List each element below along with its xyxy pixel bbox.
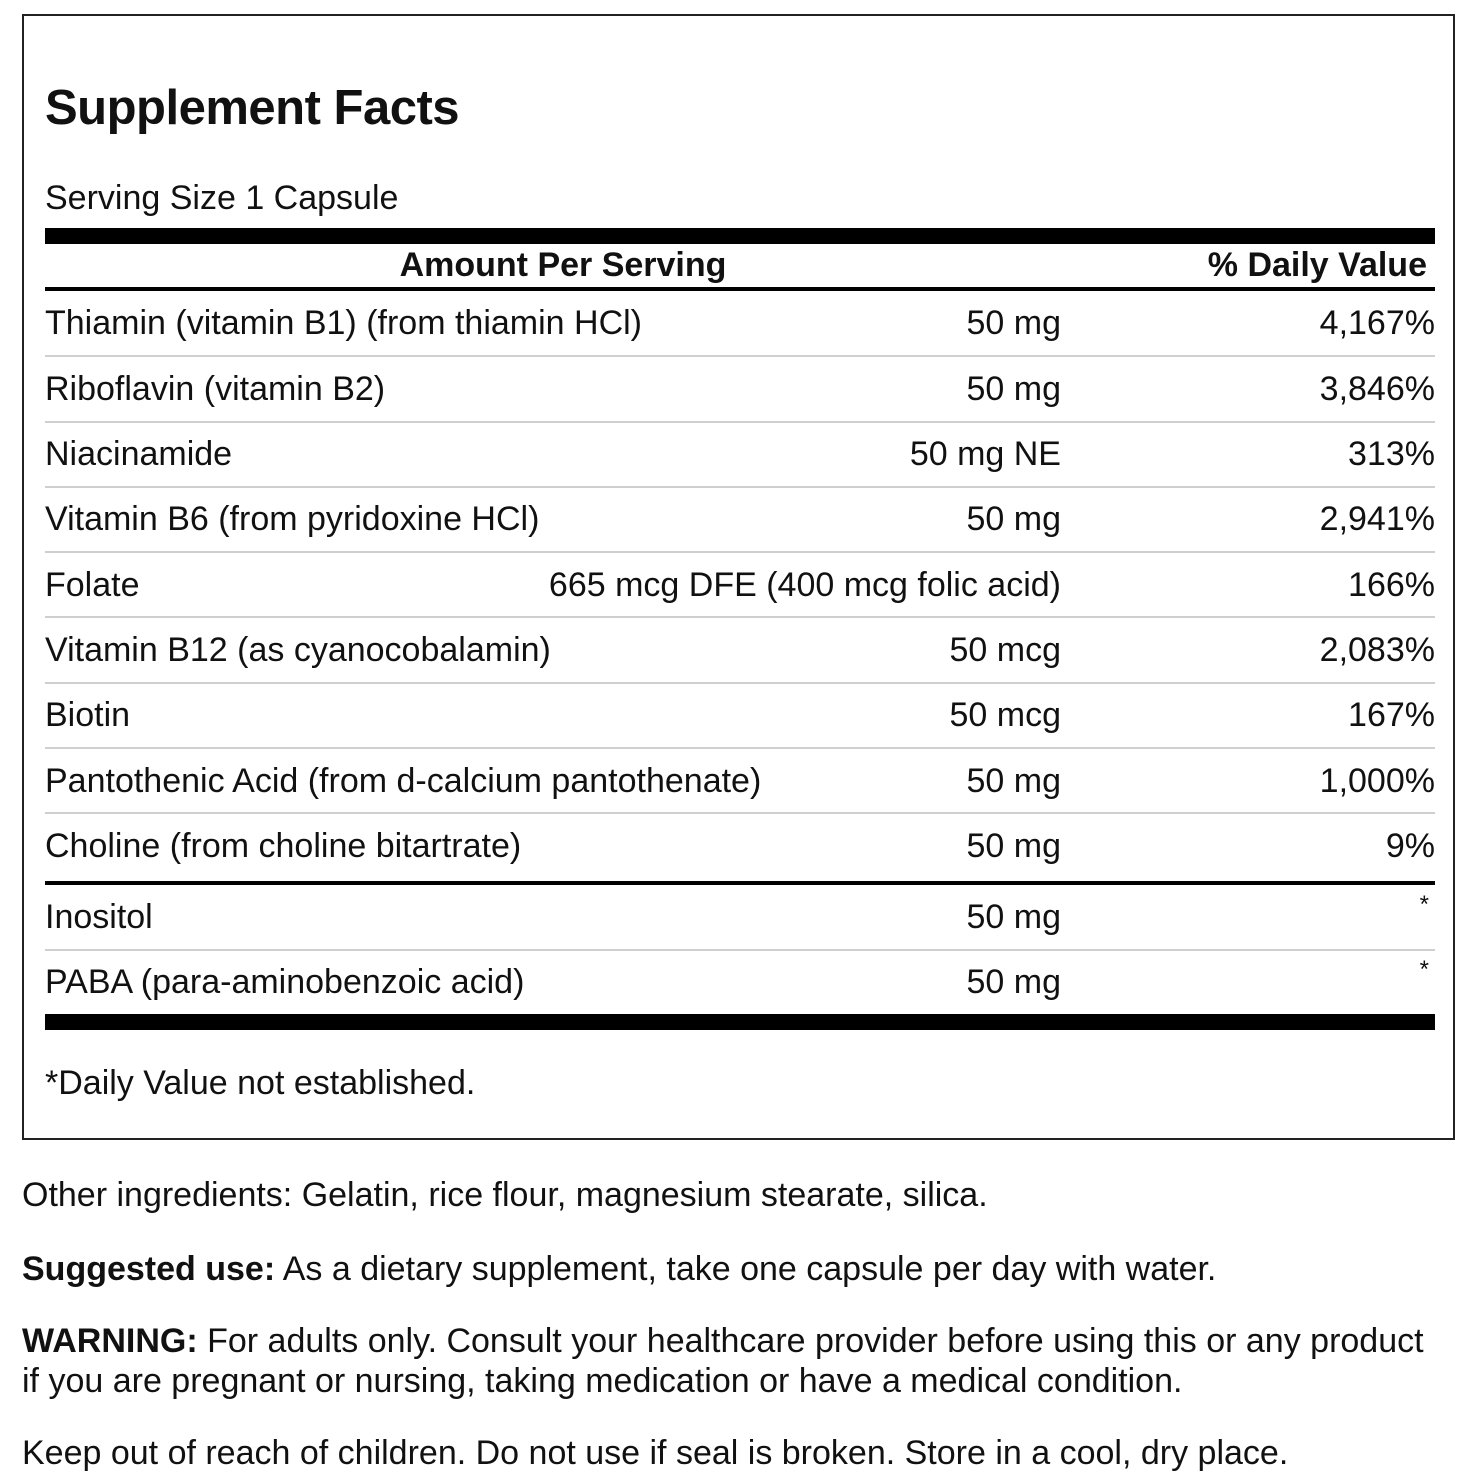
nutrient-row <box>45 885 1435 949</box>
nutrient-daily-value: 313% <box>1348 435 1435 473</box>
nutrient-row <box>45 422 1435 486</box>
nutrient-daily-value: 166% <box>1348 566 1435 604</box>
supplement-facts-panel <box>22 14 1455 1140</box>
nutrient-name: Folate <box>45 566 140 604</box>
nutrient-daily-value: 9% <box>1385 827 1435 865</box>
nutrient-daily-value: 1,000% <box>1319 762 1435 800</box>
table-header <box>45 244 1435 287</box>
nutrient-name: PABA (para-aminobenzoic acid) <box>45 963 525 1001</box>
serving-size: Serving Size 1 Capsule <box>45 179 399 217</box>
nutrient-row <box>45 950 1435 1014</box>
nutrient-name: Vitamin B12 (as cyanocobalamin) <box>45 631 551 669</box>
nutrient-amount: 50 mcg <box>949 696 1061 734</box>
nutrient-amount: 50 mg <box>966 370 1061 408</box>
thick-divider-bottom <box>45 1014 1435 1030</box>
nutrient-daily-value: 4,167% <box>1319 304 1435 342</box>
nutrient-amount: 50 mg <box>966 500 1061 538</box>
suggested-use-text: As a dietary supplement, take one capsule per day with water. <box>275 1250 1217 1288</box>
daily-value-header: % Daily Value <box>1207 246 1427 284</box>
nutrient-row <box>45 291 1435 355</box>
nutrient-row <box>45 357 1435 421</box>
nutrient-name: Pantothenic Acid (from d-calcium pantothenate) <box>45 762 762 800</box>
nutrient-amount: 50 mg NE <box>909 435 1061 473</box>
suggested-use <box>22 1249 1442 1289</box>
nutrient-daily-value: * <box>1419 956 1429 983</box>
nutrient-amount: 50 mg <box>966 304 1061 342</box>
nutrient-row <box>45 749 1435 813</box>
nutrient-name: Biotin <box>45 696 131 734</box>
nutrient-row <box>45 814 1435 878</box>
nutrient-amount: 50 mg <box>966 762 1061 800</box>
nutrient-name: Niacinamide <box>45 435 233 473</box>
nutrient-amount: 50 mcg <box>949 631 1061 669</box>
nutrient-daily-value: 167% <box>1348 696 1435 734</box>
nutrient-name: Riboflavin (vitamin B2) <box>45 370 386 408</box>
daily-value-footnote: *Daily Value not established. <box>45 1064 476 1102</box>
thick-divider-top <box>45 228 1435 244</box>
nutrient-name: Thiamin (vitamin B1) (from thiamin HCl) <box>45 304 642 342</box>
nutrient-row <box>45 683 1435 747</box>
warning <box>22 1321 1442 1401</box>
nutrient-row <box>45 487 1435 551</box>
nutrient-row <box>45 553 1435 617</box>
nutrient-name: Inositol <box>45 898 153 936</box>
other-ingredients: Other ingredients: Gelatin, rice flour, magnesium stearate, silica. <box>22 1176 988 1214</box>
nutrient-amount: 50 mg <box>966 827 1061 865</box>
nutrient-name: Vitamin B6 (from pyridoxine HCl) <box>45 500 540 538</box>
storage-instructions: Keep out of reach of children. Do not use if seal is broken. Store in a cool, dry place. <box>22 1434 1289 1472</box>
facts-title: Supplement Facts <box>45 81 460 135</box>
nutrient-amount: 50 mg <box>966 898 1061 936</box>
nutrient-daily-value: 2,941% <box>1319 500 1435 538</box>
nutrient-daily-value: * <box>1419 891 1429 918</box>
nutrient-amount: 50 mg <box>966 963 1061 1001</box>
nutrient-amount: 665 mcg DFE (400 mcg folic acid) <box>548 566 1061 604</box>
nutrient-row <box>45 618 1435 682</box>
nutrient-daily-value: 2,083% <box>1319 631 1435 669</box>
warning-text: For adults only. Consult your healthcare provider before using this or any product if you are pregnant or nursing, taking medication or have a medical condition. <box>22 1322 1424 1400</box>
amount-per-serving-header: Amount Per Serving <box>399 246 727 284</box>
nutrient-name: Choline (from choline bitartrate) <box>45 827 522 865</box>
warning-label: WARNING: <box>22 1322 198 1360</box>
suggested-use-label: Suggested use: <box>22 1250 276 1288</box>
nutrient-daily-value: 3,846% <box>1319 370 1435 408</box>
